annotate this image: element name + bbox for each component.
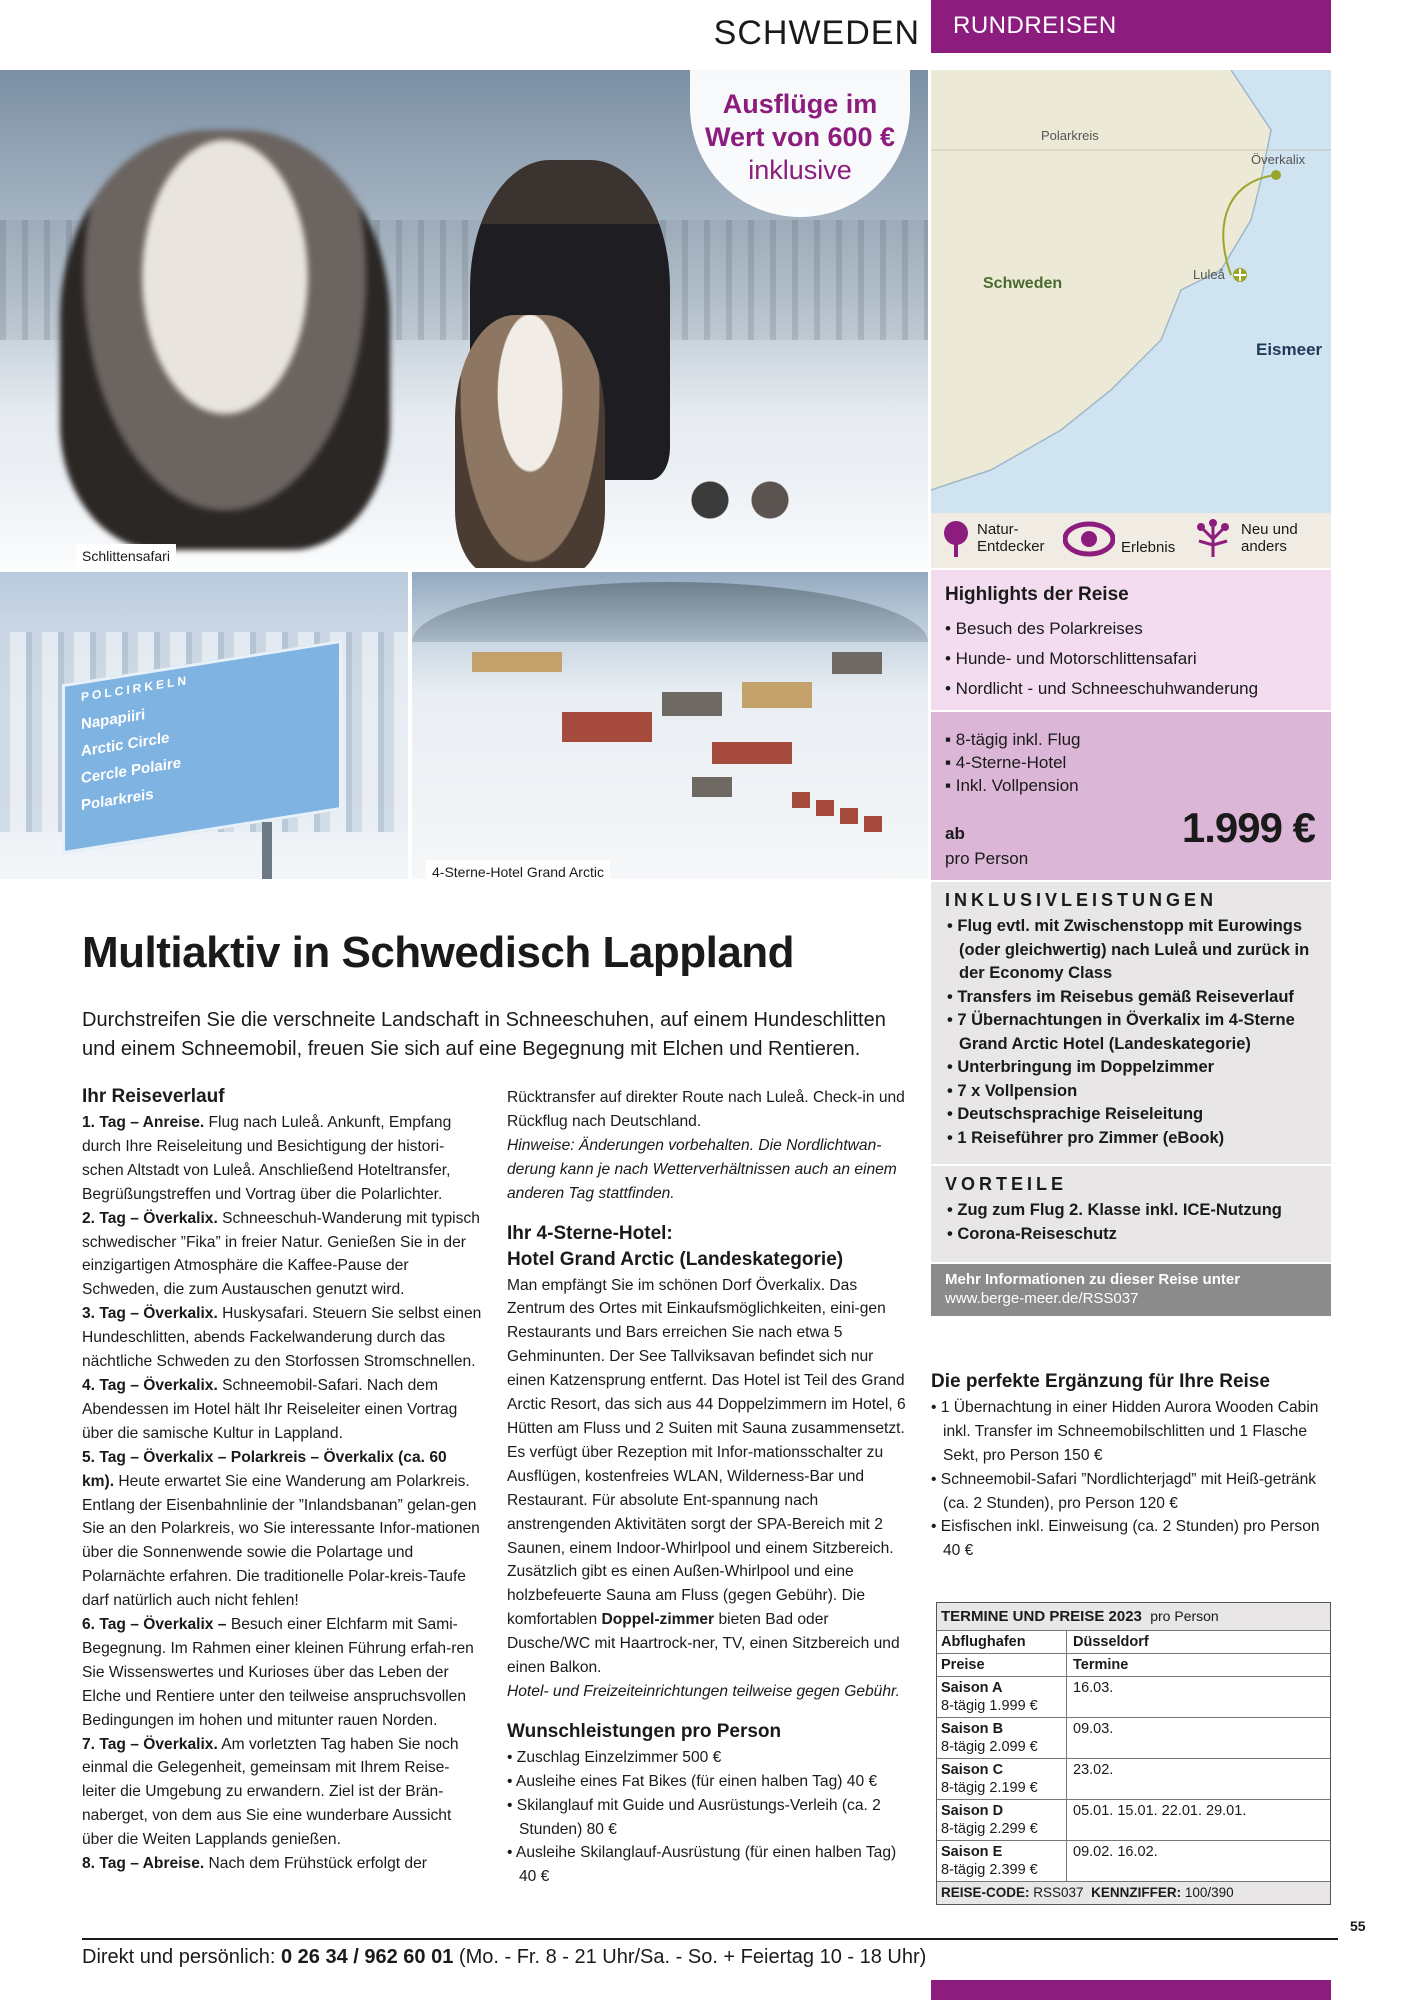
table-row: Preise Termine <box>937 1653 1330 1676</box>
itinerary-column <box>82 1085 482 1876</box>
map-label-overkalix: Överkalix <box>1251 152 1306 167</box>
hotel-name: Hotel Grand Arctic (Landeskategorie) <box>507 1248 844 1270</box>
highlight-item: • Hunde- und Motorschlittensafari <box>945 649 1197 668</box>
itinerary-day: 5. Tag – Överkalix – Polarkreis – Överkalix (ca. 60 km). Heute erwartet Sie eine Wanderung am Polarkreis. Entlang der Eisenbahnlinie der ”Inlandsbanan” gelan-gen Sie an den Polarkreis, wo Sie interessante Infor-mationen über die Sonnenwende sowie die Polartage und Polarnächte erfahren. Die traditionelle Polar-kreis-Taufe darf natürlich auch nicht fehlen! <box>82 1448 480 1610</box>
hotel-aerial-photo <box>412 572 928 879</box>
more-info-link[interactable]: www.berge-meer.de/RSS037 <box>945 1290 1139 1307</box>
table-row: Abflughafen Düsseldorf <box>937 1630 1330 1653</box>
table-row: Saison E 8-tägig 2.399 € 09.02. 16.02. <box>937 1840 1330 1881</box>
extra-item: • 1 Übernachtung in einer Hidden Aurora Wooden Cabin inkl. Transfer im Schneemobilschlitten und 1 Flasche Sekt, pro Person 150 € <box>931 1398 1319 1464</box>
inclusive-item: • Transfers im Reisebus gemäß Reiseverlauf <box>947 987 1294 1006</box>
new-and-different: Neu und anders <box>1191 519 1321 563</box>
wishes-title: Wunschleistungen pro Person <box>507 1720 782 1742</box>
inclusive-title: INKLUSIVLEISTUNGEN <box>945 890 1218 910</box>
extras-section <box>931 1370 1331 1563</box>
category-tab: RUNDREISEN <box>931 0 1331 53</box>
footer-accent-bar <box>931 1980 1331 2000</box>
table-row: Saison C 8-tägig 2.199 € 23.02. <box>937 1758 1330 1799</box>
more-info-text: Mehr Informationen zu dieser Reise unter <box>945 1271 1241 1288</box>
hotel-title: Ihr 4-Sterne-Hotel: <box>507 1222 673 1244</box>
map-label-schweden: Schweden <box>983 275 1063 292</box>
extra-item: • Eisfischen inkl. Einweisung (ca. 2 Stunden) pro Person 40 € <box>931 1518 1320 1560</box>
extra-item: • Schneemobil-Safari ”Nordlichterjagd” mit Heiß-getränk (ca. 2 Stunden), pro Person 120 € <box>931 1470 1317 1512</box>
travel-style-icons <box>931 513 1331 568</box>
map-label-polarkreis: Polarkreis <box>1041 128 1099 143</box>
country-heading: SCHWEDEN <box>713 14 920 52</box>
inclusive-item: • Deutschsprachige Reiseleitung <box>947 1105 1204 1123</box>
hotel-photo-caption: 4-Sterne-Hotel Grand Arctic <box>426 860 610 884</box>
price-amount: 1.999 € <box>1181 804 1315 851</box>
advantages-box <box>931 1166 1331 1262</box>
table-title: TERMINE UND PREISE 2023 pro Person <box>937 1603 1330 1630</box>
advantage-item: • Zug zum Flug 2. Klasse inkl. ICE-Nutzung <box>947 1201 1282 1219</box>
badge-line-1: Ausflüge im <box>722 89 878 119</box>
table-row: Saison D 8-tägig 2.299 € 05.01. 15.01. 22.01. 29.01. <box>937 1799 1330 1840</box>
price-box <box>931 712 1331 880</box>
highlight-item: • Nordlicht - und Schneeschuhwanderung <box>945 679 1259 698</box>
table-footer: REISE-CODE: RSS037 KENNZIFFER: 100/390 <box>937 1882 1330 1904</box>
experience: Erlebnis <box>1063 519 1183 563</box>
badge-line-3: inklusive <box>748 155 852 185</box>
table-row: Saison A 8-tägig 1.999 € 16.03. <box>937 1676 1330 1717</box>
itinerary-title: Ihr Reiseverlauf <box>82 1086 225 1107</box>
itinerary-day: 6. Tag – Överkalix – Besuch einer Elchfarm mit Sami-Begegnung. Im Rahmen einer kleinen Führung erfah-ren Sie Wissenswertes und Kurioses über das Leben der Elche und Rentiere unter den teilweise anspruchsvollen Bedingungen im hohen und mitunter rauen Norden. <box>82 1616 474 1729</box>
inclusive-item: • Flug evtl. mit Zwischenstopp mit Eurowings (oder gleichwertig) nach Luleå und zurück in der Economy Class <box>947 917 1310 982</box>
highlight-item: • Besuch des Polarkreises <box>945 619 1143 638</box>
phone-number[interactable]: 0 26 34 / 962 60 01 <box>280 1946 454 1968</box>
polar-circle-sign-photo <box>0 572 408 879</box>
inclusive-item: • 1 Reiseführer pro Zimmer (eBook) <box>947 1128 1225 1147</box>
wish-item: • Zuschlag Einzelzimmer 500 € <box>507 1748 722 1766</box>
wish-item: • Skilanglauf mit Guide und Ausrüstungs-Verleih (ca. 2 Stunden) 80 € <box>507 1796 881 1838</box>
nature-explorer: Natur- Entdecker <box>941 519 1061 563</box>
map-label-lulea: Luleå <box>1193 267 1225 282</box>
page-number: 55 <box>1350 1918 1366 1934</box>
price-from-label: ab <box>945 824 965 843</box>
itinerary-day: 2. Tag – Överkalix. Schneeschuh-Wanderung mit typisch schwedischer ”Fika” in freier Natur. Genießen Sie in der einzigartigen Atmosphäre die Kaffee-Pause der Schweden, die zum Austauschen genutzt wird. <box>82 1209 480 1299</box>
price-feature: ▪ 4-Sterne-Hotel <box>945 753 1067 772</box>
itinerary-continuation: Rücktransfer auf direkter Route nach Luleå. Check-in und Rückflug nach Deutschland. <box>507 1089 905 1130</box>
contact-line: Direkt und persönlich: 0 26 34 / 962 60 01 (Mo. - Fr. 8 - 21 Uhr/Sa. - So. + Feiertag 10 - 18 Uhr) <box>82 1946 927 1968</box>
eye-icon <box>1063 519 1115 559</box>
footer-divider <box>82 1938 1338 1940</box>
route-map <box>931 70 1331 513</box>
highlights-box <box>931 570 1331 710</box>
tree-icon <box>941 519 971 559</box>
itinerary-day: 8. Tag – Abreise. Nach dem Frühstück erfolgt der <box>82 1855 427 1873</box>
inclusive-item: • Unterbringung im Doppelzimmer <box>947 1058 1215 1076</box>
highlights-title: Highlights der Reise <box>945 584 1129 605</box>
price-feature: ▪ Inkl. Vollpension <box>945 776 1079 795</box>
itinerary-day: 4. Tag – Överkalix. Schneemobil-Safari. Nach dem Abendessen im Hotel hält Ihr Reiseleiter einen Vortrag über die samische Kultur in Lappland. <box>82 1376 458 1442</box>
extras-title: Die perfekte Ergänzung für Ihre Reise <box>931 1371 1270 1392</box>
main-photo-caption: Schlittensafari <box>76 544 176 568</box>
itinerary-day: 3. Tag – Överkalix. Huskysafari. Steuern Sie selbst einen Hundeschlitten, abends Fackelwanderung durch das nächtliche Schweden zu den Storfossen Stromschnellen. <box>82 1305 482 1371</box>
intro-text: Durchstreifen Sie die verschneite Landschaft in Schneeschuhen, auf einem Hundeschlitten und einem Schneemobil, freuen Sie sich auf eine Begegnung mit Elchen und Rentieren. <box>82 1009 886 1060</box>
badge-line-2: Wert von 600 € <box>704 122 896 152</box>
polar-circle-sign: POLCIRKELN Napapiiri Arctic Circle Cercle Polaire Polarkreis <box>62 640 342 854</box>
inclusive-item: • 7 Übernachtungen in Överkalix im 4-Sterne Grand Arctic Hotel (Landeskategorie) <box>947 1011 1295 1053</box>
dates-prices-table <box>936 1602 1331 1905</box>
map-label-eismeer: Eismeer <box>1256 340 1323 359</box>
wish-item: • Ausleihe eines Fat Bikes (für einen halben Tag) 40 € <box>507 1772 878 1790</box>
page-title: Multiaktiv in Schwedisch Lappland <box>82 928 795 977</box>
more-info-box <box>931 1264 1331 1316</box>
hotel-note: Hotel- und Freizeiteinrichtungen teilweise gegen Gebühr. <box>507 1682 900 1700</box>
itinerary-note: Hinweise: Änderungen vorbehalten. Die Nordlichtwan-derung kann je nach Wetterverhältnissen auch an einem anderen Tag stattfinden. <box>507 1136 897 1202</box>
hotel-column <box>507 1086 907 1889</box>
table-row: Saison B 8-tägig 2.099 € 09.03. <box>937 1717 1330 1758</box>
advantages-title: VORTEILE <box>945 1174 1068 1194</box>
inclusive-item: • 7 x Vollpension <box>947 1081 1078 1100</box>
sparkle-flower-icon <box>1191 519 1235 559</box>
inclusive-services-box <box>931 882 1331 1164</box>
itinerary-day: 1. Tag – Anreise. Flug nach Luleå. Ankunft, Empfang durch Ihre Reiseleitung und Besichtigung der histori-schen Altstadt von Luleå. Anschließend Hoteltransfer, Begrüßungstreffen und Vortrag über die Polarlichter. <box>82 1114 452 1203</box>
price-feature: ▪ 8-tägig inkl. Flug <box>945 730 1081 749</box>
advantage-item: • Corona-Reiseschutz <box>947 1224 1117 1243</box>
price-per-person: pro Person <box>945 849 1029 868</box>
hotel-description: Man empfängt Sie im schönen Dorf Överkalix. Das Zentrum des Ortes mit Einkaufsmöglichkeiten, eini-gen Restaurants und Bars erreichen Sie nach etwa 5 Gehminunten. Der See Tallviksavan befindet sich nur einen Katzensprung entfernt. Das Hotel ist Teil des Grand Arctic Resort, das sich aus 44 Doppelzimmern im Hotel, 6 Hütten am Fluss und 2 Suiten mit Sauna zusammensetzt. Es verfügt über Rezeption mit Infor-mationsschalter zu Ausflügen, kostenfreies WLAN, Wilderness-Bar und Restaurant. Für absolute Ent-spannung nach anstrengenden Aktivitäten sorgt der SPA-Bereich mit 2 Saunen, einem Indoor-Whirlpool und einem Sitzbereich. Zusätzlich gibt es einen Außen-Whirlpool und eine holzbefeuerte Sauna am Fluss (gegen Gebühr). Die komfortablen Doppel-zimmer bieten Bad oder Dusche/WC mit Haartrock-ner, TV, einen Sitzbereich und einen Balkon. <box>507 1276 906 1677</box>
wish-item: • Ausleihe Skilanglauf-Ausrüstung (für einen halben Tag) 40 € <box>507 1844 897 1886</box>
itinerary-day: 7. Tag – Överkalix. Am vorletzten Tag haben Sie noch einmal die Gelegenheit, gemeinsam mit Ihrem Reise-leiter die Umgebung zu erwandern. Ziel ist der Brän-naberget, von dem aus Sie eine wunderbare Aussicht über die Weiten Lapplands genießen. <box>82 1735 459 1849</box>
